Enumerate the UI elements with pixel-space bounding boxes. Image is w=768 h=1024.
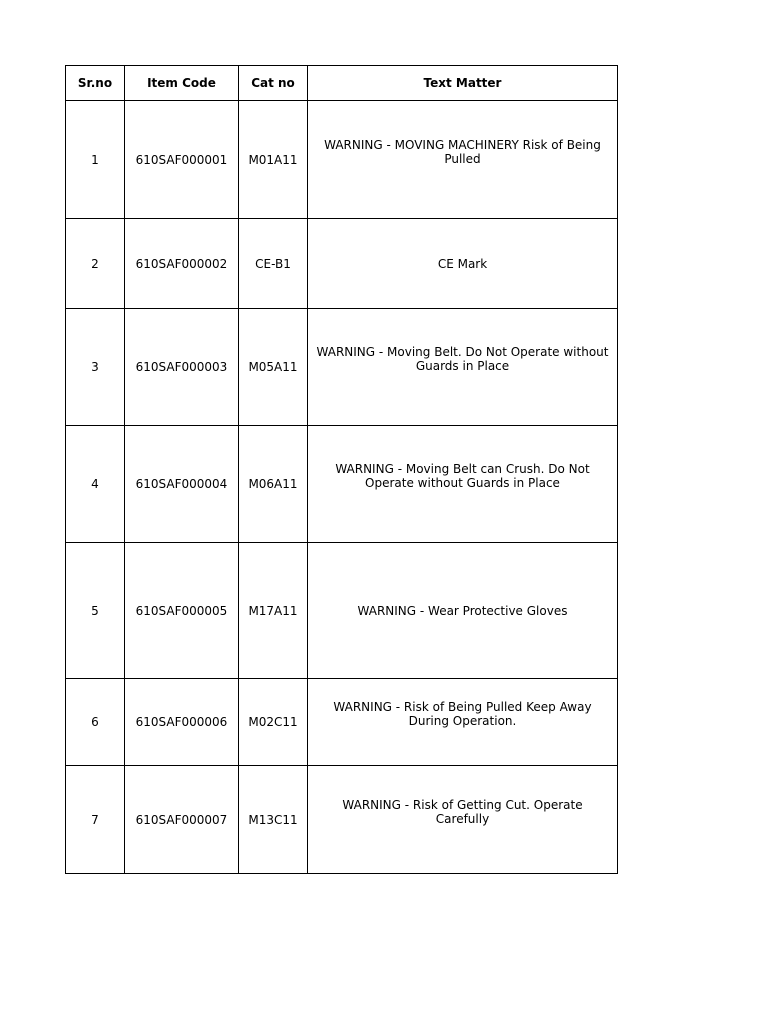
table-row [66,766,618,874]
cell-text-matter [308,543,618,679]
cell-text-matter [308,219,618,309]
text-matter-value: CE Mark [437,256,488,271]
text-matter-value: WARNING - Risk of Being Pulled Keep Away During Operation. [333,700,592,728]
header-row [66,66,618,101]
header-sr-no: Sr.no [66,66,125,101]
table-row [66,309,618,426]
table-row [66,679,618,766]
text-matter-value: WARNING - Wear Protective Gloves [357,603,568,618]
cell-item-code: 610SAF000001 [125,101,239,219]
text-matter-value: WARNING - Moving Belt can Crush. Do Not Operate without Guards in Place [335,462,590,490]
cell-sr-no: 5 [66,543,125,679]
header-cat-no: Cat no [239,66,308,101]
cell-item-code: 610SAF000004 [125,426,239,543]
cell-text-matter [308,766,618,874]
cell-text-matter [308,679,618,766]
cell-text-matter [308,309,618,426]
cell-item-code: 610SAF000007 [125,766,239,874]
cell-sr-no: 3 [66,309,125,426]
safety-label-table [65,65,618,874]
cell-cat-no: M02C11 [239,679,308,766]
cell-sr-no: 4 [66,426,125,543]
table-row [66,543,618,679]
text-matter-value: WARNING - Risk of Getting Cut. Operate Carefully [342,797,583,826]
table-row [66,219,618,309]
cell-text-matter [308,426,618,543]
cell-cat-no: CE-B1 [239,219,308,309]
text-matter-value: WARNING - Moving Belt. Do Not Operate without Guards in Place [316,345,609,373]
header-text-matter: Text Matter [308,66,618,101]
cell-cat-no: M05A11 [239,309,308,426]
cell-sr-no: 7 [66,766,125,874]
cell-sr-no: 2 [66,219,125,309]
cell-item-code: 610SAF000003 [125,309,239,426]
text-matter-value: WARNING - MOVING MACHINERY Risk of Being Pulled [324,137,601,166]
cell-cat-no: M06A11 [239,426,308,543]
table-row [66,101,618,219]
cell-sr-no: 6 [66,679,125,766]
cell-text-matter [308,101,618,219]
header-item-code: Item Code [125,66,239,101]
cell-cat-no: M13C11 [239,766,308,874]
cell-item-code: 610SAF000002 [125,219,239,309]
cell-cat-no: M17A11 [239,543,308,679]
cell-item-code: 610SAF000005 [125,543,239,679]
table-row [66,426,618,543]
cell-cat-no: M01A11 [239,101,308,219]
cell-sr-no: 1 [66,101,125,219]
cell-item-code: 610SAF000006 [125,679,239,766]
